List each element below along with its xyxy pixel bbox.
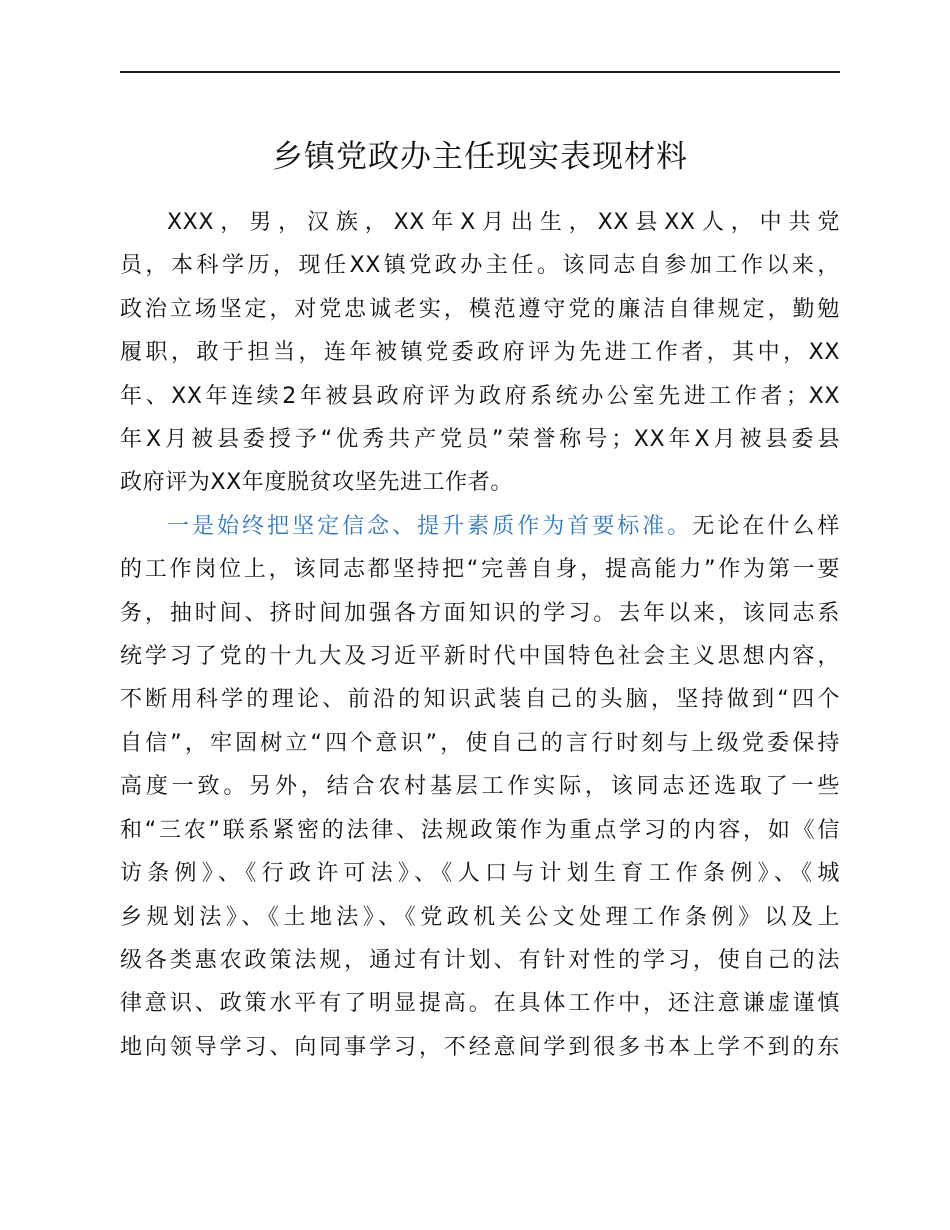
text-line: 级各类惠农政策法规，通过有计划、有针对性的学习，使自己的法 (120, 947, 840, 973)
text-line: 履职，敢于担当，连年被镇党委政府评为先进工作者，其中，XX (120, 340, 840, 366)
text-line: 政府评为XX年度脱贫攻坚先进工作者。 (120, 470, 513, 496)
text-line: 不断用科学的理论、前沿的知识武装自己的头脑，坚持做到“四个 (120, 687, 840, 713)
text-line: 年、XX年连续2年被县政府评为政府系统办公室先进工作者；XX (120, 383, 840, 409)
text-line: 员，本科学历，现任XX镇党政办主任。该同志自参加工作以来， (120, 253, 840, 279)
text-line: 和“三农”联系紧密的法律、法规政策作为重点学习的内容，如《信 (120, 817, 840, 843)
document-title: 乡镇党政办主任现实表现材料 (272, 139, 688, 175)
text-line (120, 505, 840, 548)
section-heading: 一是始终把坚定信念、提升素质作为首要标准。 (167, 513, 693, 539)
text-line: 务，抽时间、挤时间加强各方面知识的学习。去年以来，该同志系 (120, 600, 840, 626)
text-line: 自信”，牢固树立“四个意识”，使自己的言行时刻与上级党委保持 (120, 730, 840, 756)
header-rule (120, 71, 840, 73)
text-line: 统学习了党的十九大及习近平新时代中国特色社会主义思想内容， (120, 644, 840, 670)
text-line: XXX，男，汉族，XX年X月出生，XX县XX人，中共党 (167, 210, 840, 235)
text-line: 政治立场坚定，对党忠诚老实，模范遵守党的廉洁自律规定，勤勉 (120, 296, 840, 322)
text-line: 访条例》、《行政许可法》、《人口与计划生育工作条例》、《城 (120, 861, 840, 887)
text-line: 乡规划法》、《土地法》、《党政机关公文处理工作条例》以及上 (120, 904, 840, 930)
text-fragment: 无论在什么样 (692, 513, 840, 539)
paragraph-first-point (120, 505, 840, 1069)
text-line: 律意识、政策水平有了明显提高。在具体工作中，还注意谦虚谨慎 (120, 991, 840, 1017)
text-line: 年X月被县委授予“优秀共产党员”荣誉称号；XX年X月被县委县 (120, 427, 840, 453)
paragraph-intro (120, 201, 840, 505)
text-line: 高度一致。另外，结合农村基层工作实际，该同志还选取了一些 (120, 774, 840, 800)
document-body (120, 201, 840, 1069)
text-line: 地向领导学习、向同事学习，不经意间学到很多书本上学不到的东 (120, 1034, 840, 1060)
text-line: 的工作岗位上，该同志都坚持把“完善自身，提高能力”作为第一要 (120, 557, 840, 583)
